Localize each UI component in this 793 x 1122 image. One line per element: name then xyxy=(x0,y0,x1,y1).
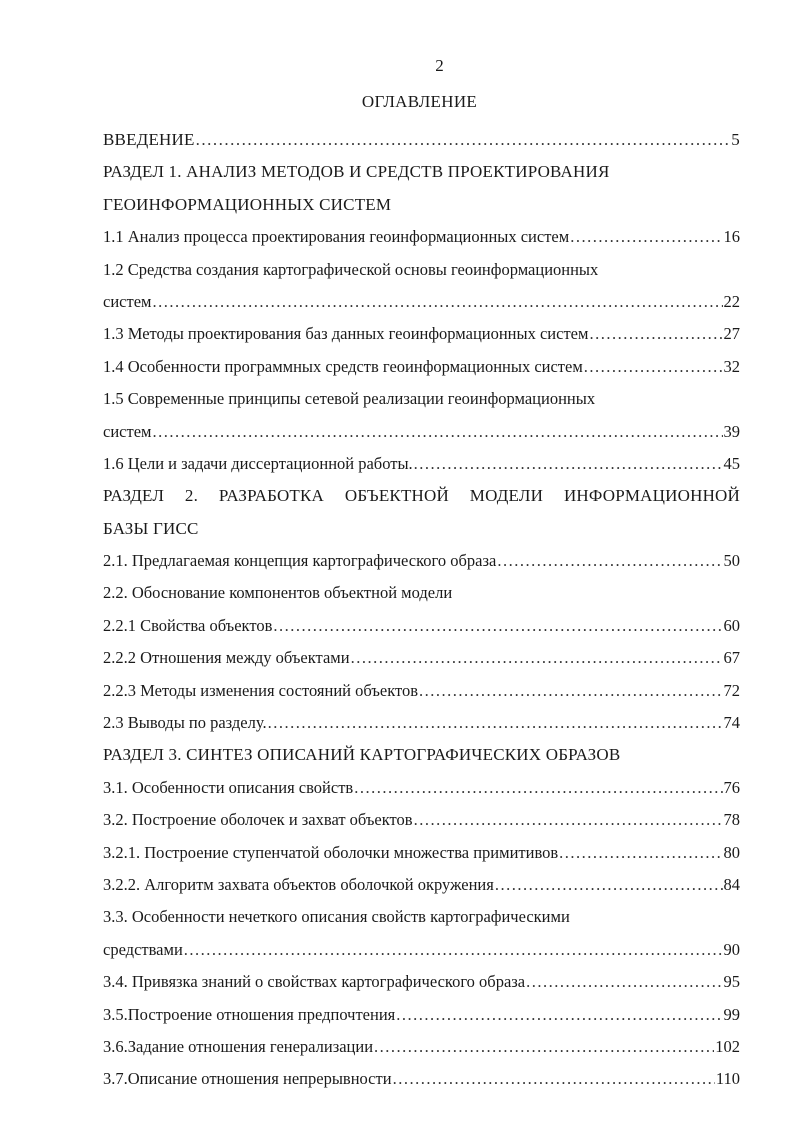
toc-entry-title: 2.2.1 Свойства объектов xyxy=(103,615,273,635)
toc-entry[interactable] xyxy=(103,869,740,901)
toc-entry-title: 3.7.Описание отношения непрерывности xyxy=(103,1069,392,1089)
toc-entry-page: 16 xyxy=(723,227,740,247)
toc-entry[interactable] xyxy=(103,772,740,804)
dot-leader xyxy=(152,286,722,318)
toc-entry[interactable] xyxy=(103,934,740,966)
toc-entry-title: 2.3 Выводы по разделу. xyxy=(103,713,267,733)
toc-entry[interactable] xyxy=(103,254,740,286)
toc-entry-page: 78 xyxy=(723,810,740,830)
toc-entry[interactable] xyxy=(103,999,740,1031)
dot-leader xyxy=(393,1063,715,1095)
toc-entry-title: 2.2.3 Методы изменения состояний объектов xyxy=(103,680,419,700)
toc-entry-title: 1.6 Цели и задачи диссертационной работы. xyxy=(103,453,413,473)
toc-entry-title: БАЗЫ ГИСС xyxy=(103,518,199,538)
toc-entry-page: 102 xyxy=(715,1036,740,1056)
dot-leader xyxy=(589,318,722,350)
toc-title: ОГЛАВЛЕНИЕ xyxy=(361,92,478,111)
toc-entry-title: 1.5 Современные принципы сетевой реализации геоинформационных xyxy=(103,389,596,409)
toc-entry-page: 95 xyxy=(723,972,740,992)
toc-entry[interactable] xyxy=(103,804,740,836)
toc-entry-page: 84 xyxy=(723,874,740,894)
toc-entry-title: 3.1. Особенности описания свойств xyxy=(103,777,354,797)
toc-entry[interactable] xyxy=(103,610,740,642)
toc-entry-title: 1.3 Методы проектирования баз данных геоинформационных систем xyxy=(103,324,589,344)
dot-leader xyxy=(152,416,722,448)
dot-leader xyxy=(526,966,722,998)
dot-leader xyxy=(414,804,723,836)
dot-leader xyxy=(273,610,722,642)
toc-entry[interactable] xyxy=(103,642,740,674)
toc-entry[interactable] xyxy=(103,739,740,771)
toc-entry[interactable] xyxy=(103,1063,740,1095)
toc-entry[interactable] xyxy=(103,675,740,707)
toc-entry[interactable] xyxy=(103,1031,740,1063)
toc-entry-title: 1.2 Средства создания картографической основы геоинформационных xyxy=(103,259,599,279)
toc-entry-title: 3.2. Построение оболочек и захват объектов xyxy=(103,810,413,830)
toc-entry-page: 110 xyxy=(715,1069,740,1089)
toc-entry-page: 50 xyxy=(723,551,740,571)
dot-leader xyxy=(374,1031,714,1063)
toc-entry-title: 2.2.2 Отношения между объектами xyxy=(103,648,350,668)
dot-leader xyxy=(196,124,731,156)
toc-entry[interactable] xyxy=(103,545,740,577)
toc-entry[interactable] xyxy=(103,513,740,545)
dot-leader xyxy=(414,448,723,480)
toc-entry-page: 80 xyxy=(723,842,740,862)
toc-entry-title: 3.2.2. Алгоритм захвата объектов оболочкой окружения xyxy=(103,874,494,894)
toc-entry[interactable] xyxy=(103,383,740,415)
toc-entry-title: ГЕОИНФОРМАЦИОННЫХ СИСТЕМ xyxy=(103,194,392,214)
dot-leader xyxy=(354,772,722,804)
toc-entry-page: 22 xyxy=(723,291,740,311)
toc-entry-title: РАЗДЕЛ 3. СИНТЕЗ ОПИСАНИЙ КАРТОГРАФИЧЕСКИХ ОБРАЗОВ xyxy=(103,745,621,765)
toc-entry-title: систем xyxy=(103,291,152,311)
dot-leader xyxy=(419,675,722,707)
toc-entry-title: 3.6.Задание отношения генерализации xyxy=(103,1036,374,1056)
toc-entry[interactable] xyxy=(103,351,740,383)
dot-leader xyxy=(268,707,723,739)
toc-entry[interactable] xyxy=(103,901,740,933)
toc-entry[interactable] xyxy=(103,221,740,253)
toc-entry[interactable] xyxy=(103,416,740,448)
dot-leader xyxy=(184,934,723,966)
toc-entry-page: 99 xyxy=(723,1004,740,1024)
toc-entry-title: 2.1. Предлагаемая концепция картографического образа xyxy=(103,551,497,571)
toc-entry-page: 74 xyxy=(723,713,740,733)
toc-entry[interactable] xyxy=(103,480,740,512)
toc-entry-title: ВВЕДЕНИЕ xyxy=(103,130,195,149)
page-number: 2 xyxy=(435,56,444,75)
toc-entry[interactable] xyxy=(103,156,740,188)
toc-entry[interactable] xyxy=(103,189,740,221)
dot-leader xyxy=(497,545,722,577)
dot-leader xyxy=(559,837,722,869)
toc-entry-title: 3.5.Построение отношения предпочтения xyxy=(103,1004,396,1024)
dot-leader xyxy=(495,869,723,901)
toc-entry-title: РАЗДЕЛ 1. АНАЛИЗ МЕТОДОВ И СРЕДСТВ ПРОЕКТИРОВАНИЯ xyxy=(103,162,610,182)
toc-entry-title: 1.1 Анализ процесса проектирования геоинформационных систем xyxy=(103,227,570,247)
toc-entry-page: 76 xyxy=(723,777,740,797)
toc-entry-page: 60 xyxy=(723,615,740,635)
dot-leader xyxy=(351,642,723,674)
toc-entry-page: 5 xyxy=(731,130,740,149)
toc-entry-page: 39 xyxy=(723,421,740,441)
toc-entry[interactable] xyxy=(103,124,740,156)
table-of-contents xyxy=(103,124,740,1096)
toc-entry-page: 67 xyxy=(723,648,740,668)
toc-entry[interactable] xyxy=(103,966,740,998)
toc-entry-page: 32 xyxy=(723,356,740,376)
toc-entry-page: 72 xyxy=(723,680,740,700)
toc-entry-title: 2.2. Обоснование компонентов объектной модели xyxy=(103,583,453,603)
dot-leader xyxy=(570,221,722,253)
dot-leader xyxy=(584,351,723,383)
toc-entry-title: 3.4. Привязка знаний о свойствах картографического образа xyxy=(103,972,526,992)
toc-entry-page: 45 xyxy=(723,453,740,473)
toc-entry-title: 3.3. Особенности нечеткого описания свойств картографическими xyxy=(103,907,570,927)
toc-entry[interactable] xyxy=(103,577,740,609)
toc-entry[interactable] xyxy=(103,707,740,739)
toc-entry[interactable] xyxy=(103,448,740,480)
toc-entry-page: 90 xyxy=(723,939,740,959)
toc-entry[interactable] xyxy=(103,318,740,350)
dot-leader xyxy=(396,999,722,1031)
toc-entry-title: средствами xyxy=(103,939,183,959)
toc-entry-title: систем xyxy=(103,421,152,441)
toc-entry-page: 27 xyxy=(723,324,740,344)
toc-entry-title: 3.2.1. Построение ступенчатой оболочки множества примитивов xyxy=(103,842,559,862)
toc-entry[interactable] xyxy=(103,286,740,318)
toc-entry-title: 1.4 Особенности программных средств геоинформационных систем xyxy=(103,356,583,376)
toc-entry-title: РАЗДЕЛ 2. РАЗРАБОТКА ОБЪЕКТНОЙ МОДЕЛИ ИНФОРМАЦИОННОЙ xyxy=(103,486,740,506)
toc-entry[interactable] xyxy=(103,837,740,869)
